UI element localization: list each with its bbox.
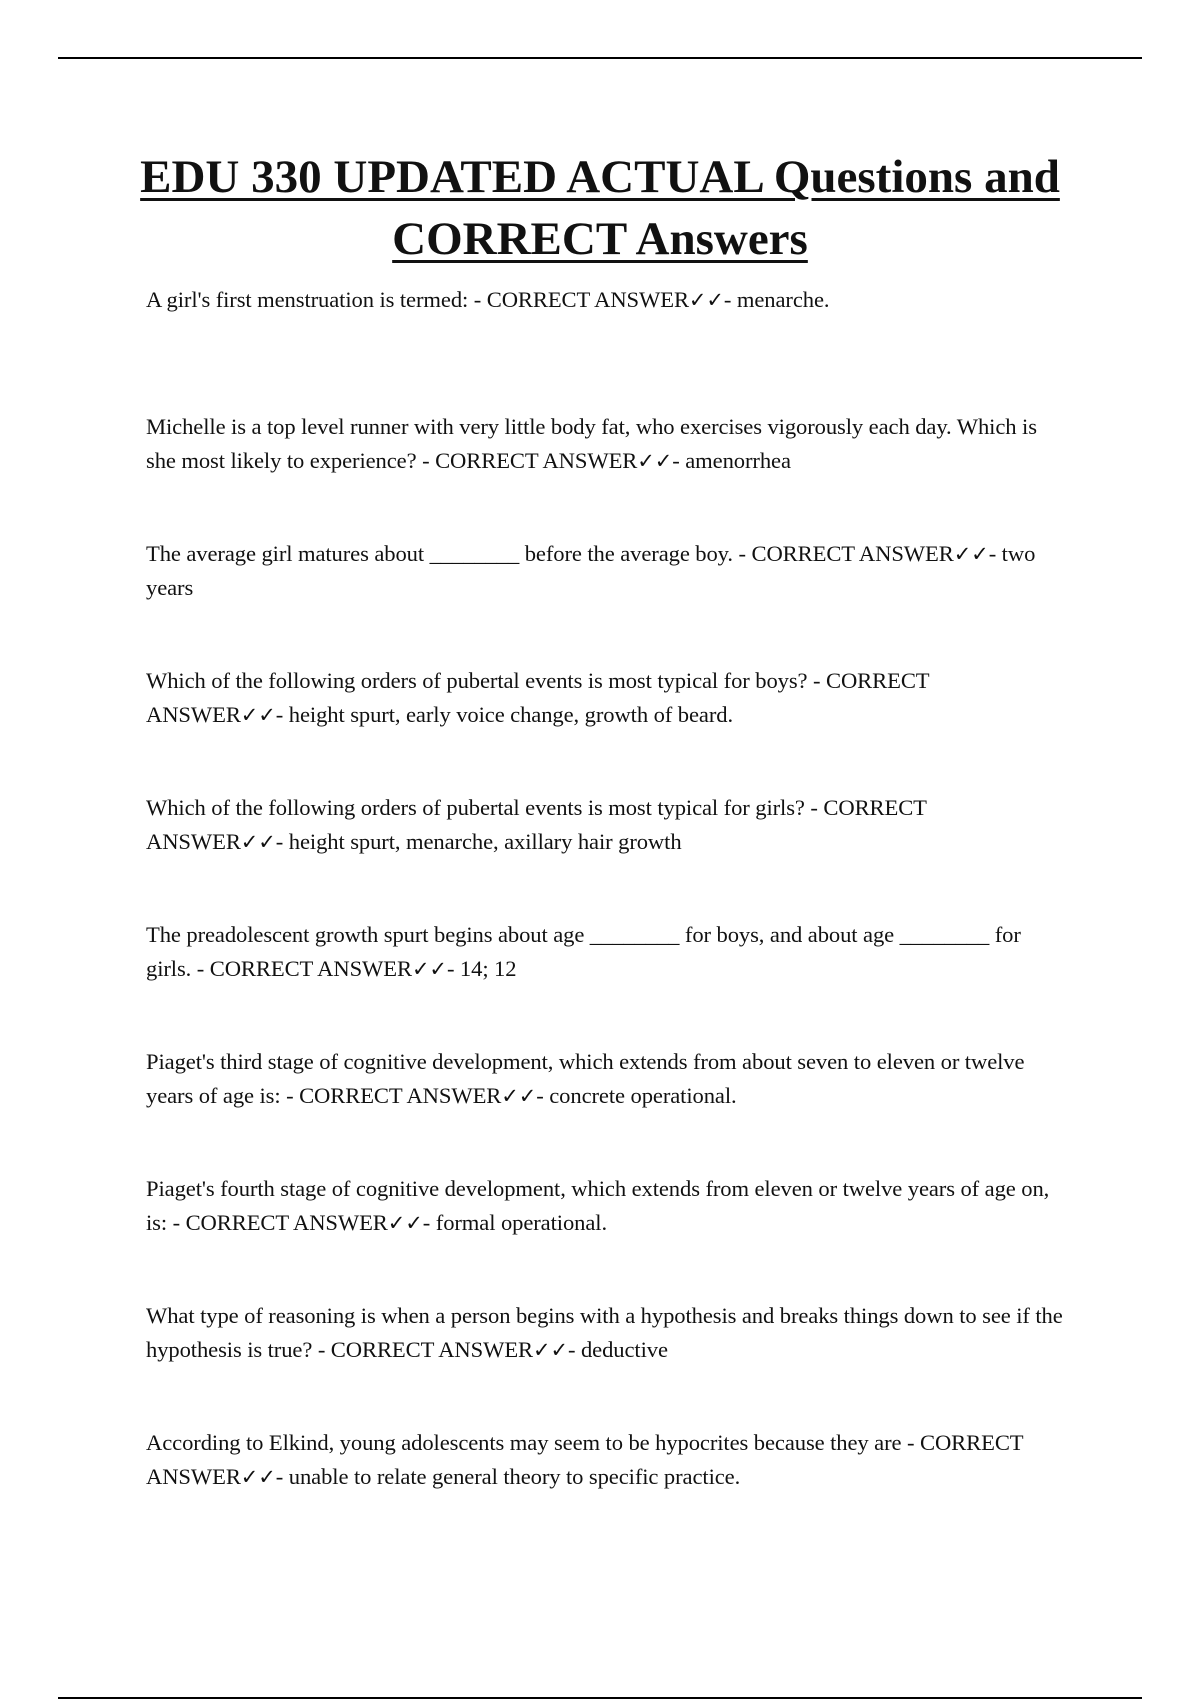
qa-item xyxy=(146,1045,1066,1172)
answer-text: menarche. xyxy=(736,287,830,312)
question-text: According to Elkind, young adolescents may seem to be hypocrites because they are xyxy=(146,1430,902,1455)
answer-separator: - xyxy=(568,1337,581,1362)
answer-text: height spurt, menarche, axillary hair growth xyxy=(288,829,682,854)
qa-item xyxy=(146,1426,1066,1553)
double-check-icon: ✓✓ xyxy=(501,1084,537,1108)
question-text: Which of the following orders of pubertal events is most typical for girls? xyxy=(146,795,805,820)
question-text: The preadolescent growth spurt begins about age ________ for boys, and about age ________ for girls. xyxy=(146,922,1021,981)
answer-separator: - xyxy=(672,448,686,473)
double-check-icon: ✓✓ xyxy=(411,957,447,981)
answer-separator: - xyxy=(422,1210,436,1235)
answer-separator: - xyxy=(275,702,289,727)
qa-item xyxy=(146,791,1066,918)
double-check-icon: ✓✓ xyxy=(953,542,989,566)
answer-separator: - xyxy=(723,287,737,312)
answer-separator: - xyxy=(536,1083,550,1108)
question-text: Which of the following orders of pubertal events is most typical for boys? xyxy=(146,668,808,693)
answer-text: 14; 12 xyxy=(459,956,517,981)
qa-item xyxy=(146,1172,1066,1299)
double-check-icon: ✓✓ xyxy=(387,1211,423,1235)
answer-text: amenorrhea xyxy=(685,448,791,473)
question-text: What type of reasoning is when a person begins with a hypothesis and breaks things down to see if the hypothesis is true? xyxy=(146,1303,1063,1362)
question-text: Piaget's third stage of cognitive development, which extends from about seven to eleven or twelve years of age is: xyxy=(146,1049,1025,1108)
answer-text: formal operational. xyxy=(435,1210,608,1235)
answer-label: - CORRECT ANSWER xyxy=(146,668,930,727)
answer-text: unable to relate general theory to specific practice. xyxy=(288,1464,741,1489)
double-check-icon: ✓✓ xyxy=(637,449,673,473)
qa-item xyxy=(146,537,1066,664)
double-check-icon: ✓✓ xyxy=(688,288,724,312)
answer-label: - CORRECT ANSWER xyxy=(280,1083,502,1108)
answer-label: - CORRECT ANSWER xyxy=(191,956,412,981)
answer-label: - CORRECT ANSWER xyxy=(146,1430,1024,1489)
qa-item xyxy=(146,664,1066,791)
double-check-icon: ✓✓ xyxy=(533,1338,568,1362)
double-check-icon: ✓✓ xyxy=(240,703,276,727)
answer-label: - CORRECT ANSWER xyxy=(167,1210,388,1235)
answer-separator: - xyxy=(275,829,289,854)
double-check-icon: ✓✓ xyxy=(240,1465,276,1489)
answer-separator: - xyxy=(446,956,460,981)
qa-list xyxy=(146,283,1066,1553)
answer-label: - CORRECT ANSWER xyxy=(416,448,638,473)
answer-label: - CORRECT ANSWER xyxy=(312,1337,533,1362)
answer-text: two years xyxy=(146,541,1036,600)
answer-label: - CORRECT ANSWER xyxy=(146,795,927,854)
qa-item xyxy=(146,283,1066,410)
double-check-icon: ✓✓ xyxy=(240,830,276,854)
answer-separator: - xyxy=(275,1464,289,1489)
question-text: Piaget's fourth stage of cognitive development, which extends from eleven or twelve years of age on, is: xyxy=(146,1176,1050,1235)
answer-text: height spurt, early voice change, growth of beard. xyxy=(288,702,733,727)
qa-item xyxy=(146,1299,1066,1426)
answer-label: - CORRECT ANSWER xyxy=(468,287,689,312)
answer-separator: - xyxy=(988,541,1002,566)
answer-text: concrete operational. xyxy=(549,1083,737,1108)
question-text: The average girl matures about ________ before the average boy. xyxy=(146,541,733,566)
top-rule xyxy=(58,57,1142,59)
answer-label: - CORRECT ANSWER xyxy=(732,541,954,566)
qa-item xyxy=(146,410,1066,537)
question-text: A girl's first menstruation is termed: xyxy=(146,287,469,312)
qa-item xyxy=(146,918,1066,1045)
bottom-rule xyxy=(58,1697,1142,1699)
answer-text: deductive xyxy=(580,1337,668,1362)
question-text: Michelle is a top level runner with very little body fat, who exercises vigorously each day. Which is she most likely to experience? xyxy=(146,414,1037,473)
document-title: EDU 330 UPDATED ACTUAL Questions and CORRECT Answers xyxy=(140,151,1060,265)
